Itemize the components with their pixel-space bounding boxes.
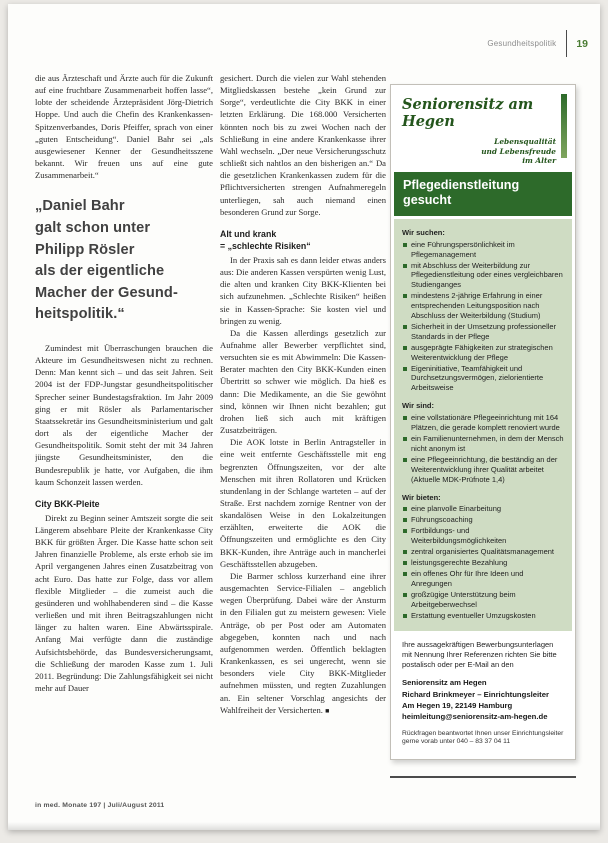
list-item: mit Abschluss der Weiterbildung zur Pflegedienstleitung oder eines vergleichbaren Studienganges (402, 261, 565, 291)
bullet-icon (403, 507, 407, 511)
bullet-icon (403, 243, 407, 247)
paragraph: Da die Kassen allerdings gesetzlich zur Aufnahme aller Bewerber verpflichtet sind, versuchten sie es mit Abwimmeln: Die Kassen-Berater machten den City BKK-Kunden einen Übertritt so schwer wie möglich. Da hieß es dann: Die Medikamente, an die Sie gewöhnt sind, können wir Ihnen nicht bezahlen; gut drohen ließ sich auch mit kräftigen Zusatzbeiträgen. (220, 327, 386, 436)
article-end-mark: ■ (325, 707, 330, 715)
paragraph-text: Die Barmer schloss kurzerhand eine ihrer ausgemachten Service-Filialen – angeblich wegen Überprüfung. Dabei wäre der Ansturm in den Filialen gut zu meistern gewesen: Viele Anträge, ob per Post oder am Automaten abgegeben, konnten nach und nach aufgenommen werden. Öffentlich beklagten Krankenkassen, es sei ungerecht, wenn sie besonders viele City BKK-Mitglieder aufnehmen müssten, und regten Zuzahlungen an. Ein seltener Vorschlag angesichts der Wahlfreiheit der Versicherten. (220, 570, 386, 715)
job-ad (390, 84, 576, 760)
page-number: 19 (576, 37, 588, 50)
ad-title-line: gesucht (403, 193, 452, 208)
ad-phone-note: Rückfragen beantwortet Ihnen unser Einrichtungsleiter gerne vorab unter 040 – 83 37 04 11 (402, 729, 564, 746)
ad-section-we-offer (402, 493, 565, 621)
page-header (487, 30, 588, 57)
list-item: ein Familienunternehmen, in dem der Mensch nicht anonym ist (402, 434, 565, 454)
section-heading-line: Alt und krank (220, 228, 277, 239)
bullet-icon (403, 561, 407, 565)
ad-bottom-rule (390, 776, 576, 778)
list-item: eine Führungspersönlichkeit im Pflegemanagement (402, 240, 565, 260)
ad-contact-person: Richard Brinkmeyer – Einrichtungsleiter (402, 689, 549, 699)
ad-section-label: Wir suchen: (402, 227, 445, 237)
list-item: ausgeprägte Fähigkeiten zur strategischen Weiterentwicklung der Pflege (402, 343, 565, 363)
pull-quote-line: als der eigentliche (35, 263, 165, 280)
section-heading: City BKK-Pleite (35, 498, 100, 509)
ad-tagline-line: und Lebensfreude (481, 146, 556, 156)
bullet-icon (403, 572, 407, 576)
ad-contact-block (394, 670, 572, 722)
ad-tagline-line: im Alter (522, 156, 556, 166)
list-item: eine Pflegeeinrichtung, die beständig an der Weiterentwicklung ihrer Qualität arbeitet (Aktuelle MDK-Prüfnote 1,4) (402, 455, 565, 485)
bullet-icon (403, 325, 407, 329)
pull-quote-line: heitspolitik.“ (35, 306, 125, 323)
pull-quote-line: Philipp Rösler (35, 241, 135, 258)
bullet-icon (403, 367, 407, 371)
ad-title-banner (394, 172, 572, 216)
bullet-icon (403, 458, 407, 462)
section-heading-line: = „schlechte Risiken“ (220, 240, 311, 251)
ad-application-note: Ihre aussagekräftigen Bewerbungsunterlagen mit Nennung Ihrer Referenzen richten Sie bitte postalisch oder per E-Mail an den (402, 640, 557, 670)
list-item: großzügige Unterstützung beim Arbeitgeberwechsel (402, 590, 565, 610)
ad-contact-email: heimleitung@seniorensitz-am-hegen.de (402, 712, 548, 722)
header-divider (566, 30, 567, 57)
bullet-icon (403, 416, 407, 420)
ad-contact-name: Seniorensitz am Hegen (402, 678, 487, 688)
list-item: zentral organisiertes Qualitätsmanagement (402, 547, 565, 557)
bullet-icon (403, 529, 407, 533)
bullet-icon (403, 346, 407, 350)
ad-tagline (402, 137, 556, 166)
list-item: Erstattung eventueller Umzugskosten (402, 611, 565, 621)
list-item: eine planvolle Einarbeitung (402, 504, 565, 514)
list-item: Sicherheit in der Umsetzung professioneller Standards in der Pflege (402, 322, 565, 342)
list-item: leistungsgerechte Bezahlung (402, 558, 565, 568)
list-item: eine vollstationäre Pflegeeinrichtung mit 164 Plätzen, die gerade komplett renoviert wurde (402, 413, 565, 433)
paragraph: In der Praxis sah es dann leider etwas anders aus: Die anderen Kassen verspürten wenig Lust, die alten und kranken City BKK-Klienten bei sich aufzunehmen. „Schlechte Risiken“ heißen sie in Kassen-Sprache: Sie kosten viel und bringen zu wenig. (220, 254, 386, 326)
pull-quote-line: Macher der Gesund- (35, 284, 178, 301)
paragraph: gesichert. Durch die vielen zur Wahl stehenden Mitgliedskassen bestehe „kein Grund zur Sorge“, verdeutlichte die City BKK in einer letzten Erklärung. Die 168.000 Versicherten könnten noch bis zu zwei Wochen nach der Schließung in eine andere Krankenkasse ihrer Wahl wechseln. „Der neue Versicherungsschutz schließt sich nahtlos an den bisherigen an.“ Da die gesetzlichen Krankenkassen zudem für die Pflichtversicherten strengen Aufnahmeregeln unterliegen, sah auch niemand einen besonderen Grund zur Sorge. (220, 73, 386, 217)
bullet-icon (403, 593, 407, 597)
ad-details-box (394, 219, 572, 632)
list-item: Eigeninitiative, Teamfähigkeit und Durchsetzungsvermögen, zielorientierte Arbeitsweise (402, 364, 565, 394)
article-column-right (220, 72, 386, 794)
ad-section-label: Wir sind: (402, 401, 435, 411)
bullet-icon (403, 550, 407, 554)
section-heading (220, 228, 386, 252)
bullet-icon (403, 264, 407, 268)
paragraph: die aus Ärzteschaft und Ärzte auch für die Zukunft auf eine fruchtbare Zusammenarbeit hoffen lasse“, lobte der scheidende Ärztepräsident Jörg-Dietrich Hoppe. Und auch die Chefin des Krankenkassen-Spitzenverbandes, Doris Pfeiffer, sprach von einer „guten Entscheidung“. Daniel Bahr sei „als ausgewiesener Kenner der Gesundheitsszene bekannt. Wir freuen uns auf eine gute Zusammenarbeit.“ (35, 73, 213, 181)
bullet-icon (403, 614, 407, 618)
list-item: Führungscoaching (402, 515, 565, 525)
pull-quote-line: „Daniel Bahr (35, 198, 125, 215)
ad-contact-address: Am Hegen 19, 22149 Hamburg (402, 701, 513, 710)
list-item: mindestens 2-jährige Erfahrung in einer entsprechenden Leitungsposition nach Abschluss der Weiterbildung (Studium) (402, 291, 565, 321)
paragraph (220, 570, 386, 718)
paragraph: Zumindest mit Überraschungen brauchen die Akteure im Gesundheitswesen nicht zu rechnen. Denn: Man kennt sich – und das seit Jahren. Seit 2004 ist der FDP-Jungstar gesundheitspolitischer Sprecher seiner Bundestagsfraktion. Im Jahr 2009 ging er mit Rösler als Parlamentarischer Staatssekretär ins Gesundheitsministerium und galt dort als der eigentliche Macher der Gesundheitspolitik. Somit steht der mit 34 Jahren jüngste Gesundheitsminister, den die Bundesrepublik je hatte, vor Aufgaben, die ihm kaum Schonzeit lassen werden. (35, 342, 213, 487)
bullet-icon (403, 437, 407, 441)
list-item: Fortbildungs- und Weiterbildungsmöglichkeiten (402, 526, 565, 546)
footer-imprint: in med. Monate 197 | Juli/August 2011 (35, 802, 165, 809)
ad-section-label: Wir bieten: (402, 492, 441, 502)
ad-header (394, 88, 572, 172)
pull-quote (35, 196, 213, 326)
ad-section-we-are (402, 401, 565, 484)
pull-quote-line: galt schon unter (35, 220, 151, 236)
article-column-left (35, 72, 213, 798)
section-label: Gesundheitspolitik (487, 39, 557, 48)
ad-brand-name: Seniorensitz am Hegen (402, 96, 534, 130)
ad-title-line: Pflegedienstleitung (403, 177, 520, 192)
paragraph: Direkt zu Beginn seiner Amtszeit sorgte die seit Längerem absehbare Pleite der Krankenkasse City BKK für größten Ärger. Die Kasse hatte schon seit Jahren finanzielle Probleme, als erste erhob sie im April vergangenen Jahres einen Zusatzbeitrag von acht Euro. Das hatte zur Folge, dass vor allem flexible Mitglieder – die zumeist auch die gesünderen und wohlhabenderen sind – die Kasse verließen und mit ihren Beitragszahlungen nicht länger zu halten waren. Eine Abwärtsspirale. Anfang Mai verfügte dann die zuständige Aufsichtsbehörde, das Bundesversicherungsamt, die Schließung der maroden Kasse zum 1. Juli 2011. Begründung: Die Zahlungsfähigkeit sei nicht mehr auf Dauer (35, 512, 213, 694)
paragraph: Die AOK lotste in Berlin Antragsteller in eine weit entfernte Geschäftsstelle mit eng begrenzten Öffnungszeiten, vor der alte Menschen mit ihren Rollatoren und Krücken stundenlang in der Schlange warteten – auf der Straße. Erst nachdem zornige Rentner von der skandalösen Weise in den Lokalzeitungen erzählten, erweiterte die AOK die Öffnungszeiten und ermöglichte es den City BKK-Kunden, ihre Anträge auch in mancherlei Geschäftsstellen abzugeben. (220, 437, 386, 569)
list-item: ein offenes Ohr für Ihre Ideen und Anregungen (402, 569, 565, 589)
ad-section-we-seek (402, 228, 565, 394)
bullet-icon (403, 518, 407, 522)
bullet-icon (403, 294, 407, 298)
ad-accent-bar (561, 94, 567, 158)
ad-tagline-line: Lebensqualität (494, 137, 556, 146)
